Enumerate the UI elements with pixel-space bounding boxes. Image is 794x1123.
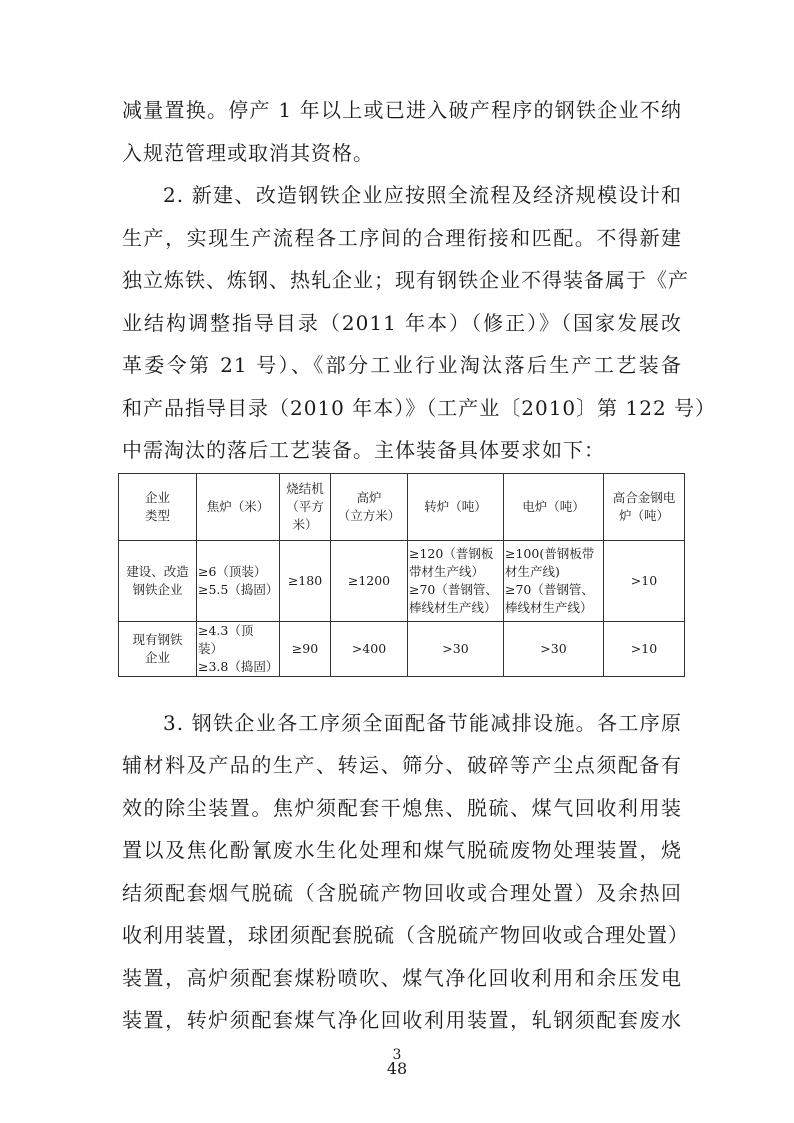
paragraph3-line-2: 辅材料及产品的生产、转运、筛分、破碎等产尘点须配备有 [122, 753, 682, 777]
paragraph2-line-4: 业结构调整指导目录（2011 年本）（修正）》（国家发展改 [122, 311, 682, 335]
table-cell: >10 [604, 541, 685, 622]
paragraph3-line-6: 收利用装置，球团须配套脱硫（含脱硫产物回收或合理处置） [122, 923, 689, 947]
table-row [119, 541, 685, 622]
paragraph1-line-2: 入规范管理或取消其资格。 [122, 141, 374, 165]
table-cell: >10 [604, 622, 685, 677]
page-number: 3 [392, 1047, 402, 1063]
paragraph3-line-8: 装置，转炉须配套煤气净化回收利用装置，轧钢须配套废水 [122, 1008, 682, 1032]
page-total-number: 48 [386, 1059, 408, 1078]
table-header-row [119, 474, 685, 541]
header-electric-furnace: 电炉（吨） [504, 474, 604, 541]
header-sinter-machine: 烧结机 （平方 米） [280, 474, 331, 541]
table-cell: 现有钢铁 企业 [119, 622, 197, 677]
table-cell: 建设、改造 钢铁企业 [119, 541, 197, 622]
paragraph2-line-2: 生产，实现生产流程各工序间的合理衔接和匹配。不得新建 [122, 226, 682, 250]
paragraph2-line-3: 独立炼铁、炼钢、热轧企业；现有钢铁企业不得装备属于《产 [122, 268, 689, 292]
header-high-alloy-electric-furnace: 高合金钢电 炉（吨） [604, 474, 685, 541]
equipment-requirements-table [118, 473, 685, 677]
table-cell: ≥4.3（顶装） ≥3.8（捣固） [197, 622, 280, 677]
paragraph2-line-6: 和产品指导目录（2010 年本）》（工产业〔2010〕第 122 号） [122, 396, 717, 420]
table-cell: ≥90 [280, 622, 331, 677]
table-cell: ≥120（普钢板 带材生产线） ≥70（普钢管、 棒线材生产线） [408, 541, 504, 622]
header-coke-oven: 焦炉（米） [197, 474, 280, 541]
paragraph3-line-1: 3. 钢铁企业各工序须全面配备节能减排设施。各工序原 [163, 711, 682, 735]
paragraph2-line-1: 2. 新建、改造钢铁企业应按照全流程及经济规模设计和 [163, 183, 682, 207]
paragraph2-line-7: 中需淘汰的落后工艺装备。主体装备具体要求如下： [122, 438, 605, 462]
table-cell: >30 [408, 622, 504, 677]
header-converter: 转炉（吨） [408, 474, 504, 541]
table-row [119, 622, 685, 677]
header-blast-furnace: 高炉 （立方米） [331, 474, 408, 541]
table-cell: ≥180 [280, 541, 331, 622]
table-cell: ≥100(普钢板带 材生产线) ≥70（普钢管、 棒线材生产线） [504, 541, 604, 622]
header-enterprise-type: 企业 类型 [119, 474, 197, 541]
paragraph3-line-4: 置以及焦化酚氰废水生化处理和煤气脱硫废物处理装置，烧 [122, 838, 682, 862]
paragraph3-line-3: 效的除尘装置。焦炉须配套干熄焦、脱硫、煤气回收利用装 [122, 796, 682, 820]
table-cell: >400 [331, 622, 408, 677]
table-cell: ≥1200 [331, 541, 408, 622]
table-cell: ≥6（顶装） ≥5.5（捣固） [197, 541, 280, 622]
paragraph3-line-7: 装置，高炉须配套煤粉喷吹、煤气净化回收利用和余压发电 [122, 966, 682, 990]
paragraph3-line-5: 结须配套烟气脱硫（含脱硫产物回收或合理处置）及余热回 [122, 881, 682, 905]
table-cell: >30 [504, 622, 604, 677]
paragraph1-line-1: 减量置换。停产 1 年以上或已进入破产程序的钢铁企业不纳 [122, 98, 682, 122]
paragraph2-line-5: 革委令第 21 号）、《部分工业行业淘汰落后生产工艺装备 [122, 353, 682, 377]
